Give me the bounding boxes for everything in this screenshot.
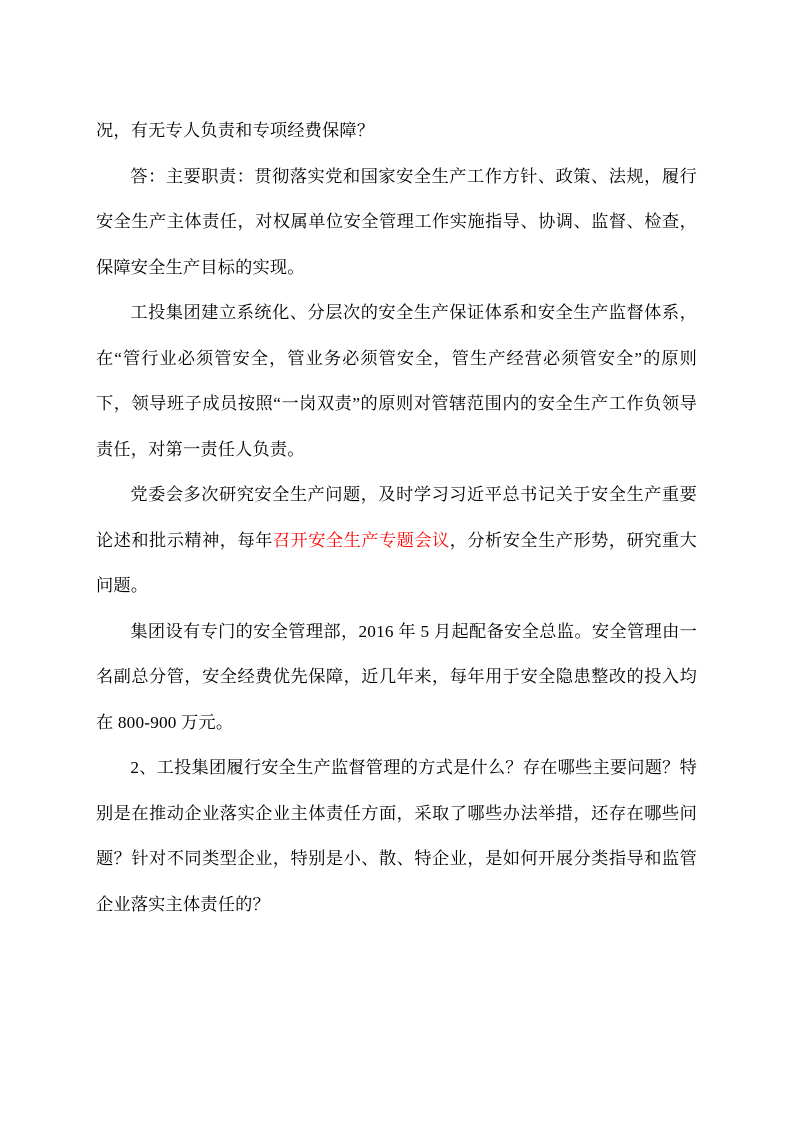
paragraph-4-highlight: 召开安全生产专题会议 — [272, 530, 450, 550]
paragraph-5: 集团设有专门的安全管理部，2016 年 5 月起配备安全总监。安全管理由一名副总分管，安全经费优先保障，近几年来，每年用于安全隐患整改的投入均在 800-900 万元。 — [96, 621, 697, 732]
paragraph-4-segment-1: 党委会多次研究安全生产问题，及时学习习近平总书记关于安全生产重要论述和批示精神，每年 — [96, 485, 697, 550]
paragraph-6: 2、工投集团履行安全生产监督管理的方式是什么？存在哪些主要问题？特别是在推动企业落实企业主体责任方面，采取了哪些办法举措，还存在哪些问题？针对不同类型企业，特别是小、散、特企业，是如何开展分类指导和监管企业落实主体责任的？ — [96, 758, 697, 914]
paragraph-4 — [96, 472, 697, 609]
paragraph-2: 答：主要职责：贯彻落实党和国家安全生产工作方针、政策、法规，履行安全生产主体责任，对权属单位安全管理工作实施指导、协调、监督、检查，保障安全生产目标的实现。 — [96, 166, 697, 277]
paragraph-3: 工投集团建立系统化、分层次的安全生产保证体系和安全生产监督体系，在“管行业必须管安全，管业务必须管安全，管生产经营必须管安全”的原则下，领导班子成员按照“一岗双责”的原则对管辖范围内的安全生产工作负领导责任，对第一责任人负责。 — [96, 303, 697, 459]
paragraph-1: 况，有无专人负责和专项经费保障？ — [96, 121, 375, 140]
paragraph-4-segment-3: ，分析安全生产形势，研究重大问题。 — [96, 530, 697, 595]
document-body — [96, 108, 697, 927]
